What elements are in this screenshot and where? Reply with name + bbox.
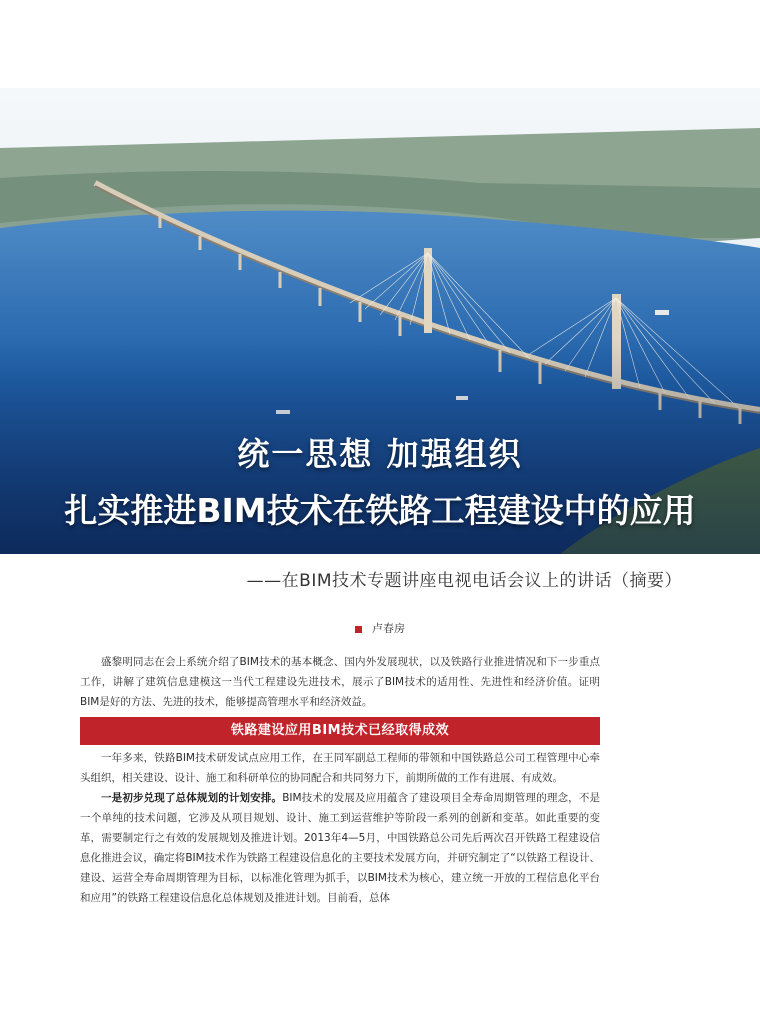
author-name: 卢春房 (372, 622, 405, 635)
paragraph-2-lead: 一是初步兑现了总体规划的计划安排。 (101, 792, 283, 804)
body-block (80, 748, 600, 908)
paragraph-1: 一年多来，铁路BIM技术研发试点应用工作，在王同军副总工程师的带领和中国铁路总公司工程管理中心牵头组织，相关建设、设计、施工和科研单位的协同配合和共同努力下，前期所做的工作有进展、有成效。 (80, 752, 600, 784)
section-heading: 铁路建设应用BIM技术已经取得成效 (80, 717, 600, 745)
author-line (0, 620, 760, 636)
article-title (0, 430, 760, 536)
intro-block (80, 652, 600, 712)
title-line-1: 统一思想 加强组织 (237, 435, 523, 473)
paragraph-2-text: BIM技术的发展及应用蕴含了建设项目全寿命周期管理的理念，不是一个单纯的技术问题，它涉及从项目规划、设计、施工到运营维护等阶段一系列的创新和变革。如此重要的变革，需要制定行之有效的发展规划及推进计划。2013年4—5月，中国铁路总公司先后两次召开铁路工程建设信息化推进会议，确定将BIM技术作为铁路工程建设信息化的主要技术发展方向，并研究制定了“以铁路工程设计、建设、运营全寿命周期管理为目标，以标准化管理为抓手，以BIM技术为核心，建立统一开放的工程信息化平台和应用”的铁路工程建设信息化总体规划及推进计划。目前看，总体 (80, 792, 601, 904)
intro-paragraph: 盛黎明同志在会上系统介绍了BIM技术的基本概念、国内外发展现状，以及铁路行业推进情况和下一步重点工作，讲解了建筑信息建模这一当代工程建设先进技术，展示了BIM技术的适用性、先进性和经济价值。证明BIM是好的方法、先进的技术，能够提高管理水平和经济效益。 (80, 656, 600, 708)
bullet-square-icon (355, 626, 362, 633)
title-line-2: 扎实推进BIM技术在铁路工程建设中的应用 (64, 491, 696, 530)
paragraph-2 (80, 788, 600, 908)
article-subtitle: ——在BIM技术专题讲座电视电话会议上的讲话（摘要） (246, 571, 682, 591)
